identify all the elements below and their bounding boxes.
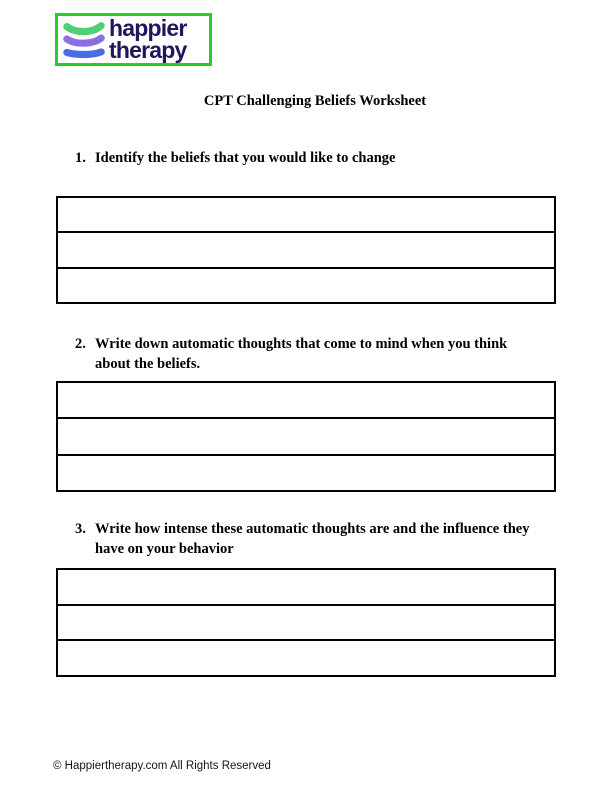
answer-table-1 <box>56 196 556 304</box>
logo-wordmark-line2: therapy <box>109 37 187 63</box>
answer-table-3 <box>56 568 556 677</box>
answer-row <box>58 198 554 231</box>
answer-row <box>58 267 554 302</box>
question-text-line: Write down automatic thoughts that come to mind when you think <box>95 336 508 352</box>
question-item-1 <box>75 148 396 168</box>
question-number: 2. <box>75 336 86 352</box>
question-text-line: Identify the beliefs that you would like to change <box>95 150 396 166</box>
answer-row <box>58 383 554 417</box>
answer-row <box>58 604 554 640</box>
answer-row <box>58 570 554 604</box>
question-text-line: about the beliefs. <box>95 356 201 372</box>
answer-row <box>58 454 554 490</box>
question-item-3 <box>75 519 529 559</box>
answer-row <box>58 639 554 675</box>
answer-row <box>58 417 554 453</box>
page-title: CPT Challenging Beliefs Worksheet <box>203 93 427 109</box>
question-text-line: have on your behavior <box>95 541 234 557</box>
logo-stripes-icon <box>62 19 106 61</box>
logo-wordmark-line1: happier <box>109 15 187 41</box>
question-number: 3. <box>75 521 86 537</box>
happier-therapy-logo <box>55 13 212 66</box>
question-item-2 <box>75 334 507 374</box>
question-text-line: Write how intense these automatic thoughts are and the influence they <box>95 521 530 537</box>
question-number: 1. <box>75 150 86 166</box>
logo-wordmark <box>109 17 186 61</box>
footer-copyright: © Happiertherapy.com All Rights Reserved <box>53 760 271 772</box>
answer-table-2 <box>56 381 556 492</box>
answer-row <box>58 231 554 266</box>
